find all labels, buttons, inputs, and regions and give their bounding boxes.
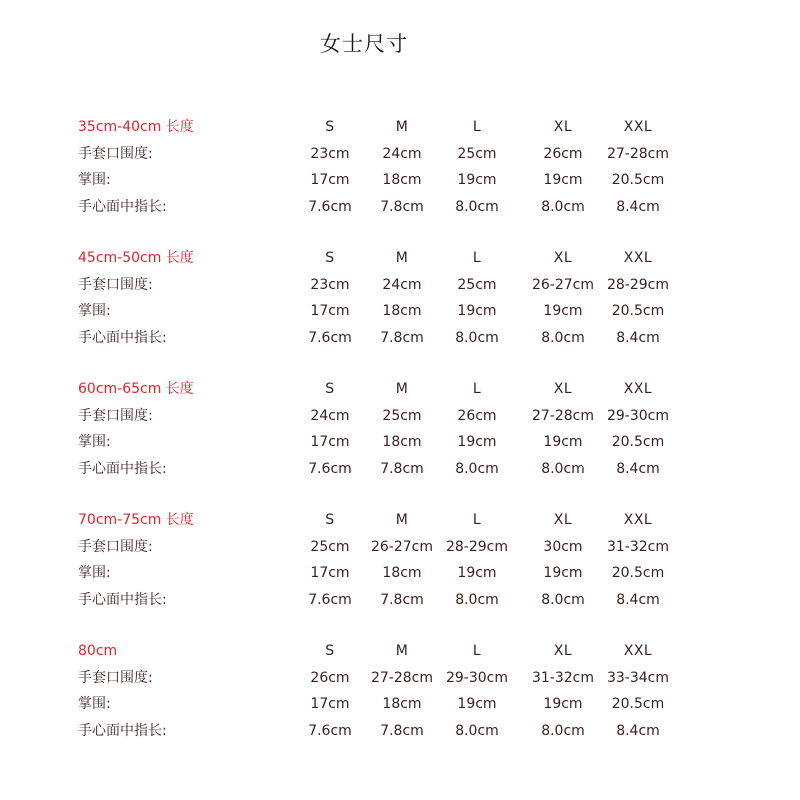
measurement-value: 20.5cm bbox=[611, 434, 665, 450]
measurement-value: 19cm bbox=[457, 172, 497, 188]
measurement-value: 19cm bbox=[543, 172, 583, 188]
measurement-value: 20.5cm bbox=[611, 172, 665, 188]
size-label: M bbox=[395, 643, 409, 659]
size-label: XXL bbox=[623, 643, 653, 659]
measurement-value: 8.0cm bbox=[455, 591, 499, 608]
measurement-value: 7.6cm bbox=[308, 722, 352, 739]
size-section bbox=[0, 116, 800, 226]
size-label: S bbox=[325, 643, 335, 659]
measurement-row bbox=[0, 720, 800, 742]
measurement-value: 19cm bbox=[543, 696, 583, 712]
measurement-value: 19cm bbox=[457, 434, 497, 450]
measurement-value: 17cm bbox=[310, 696, 350, 712]
measurement-value: 19cm bbox=[543, 565, 583, 581]
measurement-row bbox=[0, 169, 800, 191]
size-label: XL bbox=[553, 250, 573, 266]
measurement-value: 26cm bbox=[543, 145, 583, 162]
measurement-value: 23cm bbox=[310, 145, 350, 162]
measurement-value: 27-28cm bbox=[606, 145, 669, 162]
measurement-value: 8.0cm bbox=[455, 460, 499, 477]
measurement-value: 8.0cm bbox=[541, 591, 585, 608]
measurement-value: 25cm bbox=[457, 145, 497, 162]
measurement-value: 29-30cm bbox=[606, 407, 669, 424]
measurement-row bbox=[0, 431, 800, 453]
measurement-value: 24cm bbox=[382, 276, 422, 293]
measurement-value: 7.6cm bbox=[308, 591, 352, 608]
measurement-value: 19cm bbox=[543, 434, 583, 450]
measurement-value: 26-27cm bbox=[531, 276, 594, 293]
measurement-value: 20.5cm bbox=[611, 696, 665, 712]
measurement-row bbox=[0, 327, 800, 349]
measurement-value: 7.8cm bbox=[380, 329, 424, 346]
length-label: 80cm bbox=[78, 643, 118, 659]
measurement-value: 8.0cm bbox=[541, 722, 585, 739]
measurement-row bbox=[0, 274, 800, 296]
measurement-value: 18cm bbox=[382, 565, 422, 581]
size-label: XXL bbox=[623, 381, 653, 397]
measurement-value: 8.0cm bbox=[541, 460, 585, 477]
length-header-row bbox=[0, 640, 800, 662]
measurement-value: 8.4cm bbox=[616, 722, 660, 739]
size-label: XL bbox=[553, 643, 573, 659]
measurement-value: 8.4cm bbox=[616, 591, 660, 608]
measurement-label: 手心面中指长: bbox=[78, 722, 167, 739]
measurement-value: 23cm bbox=[310, 276, 350, 293]
size-label: M bbox=[395, 119, 409, 135]
measurement-value: 18cm bbox=[382, 303, 422, 319]
size-label: XL bbox=[553, 512, 573, 528]
measurement-value: 17cm bbox=[310, 172, 350, 188]
size-label: L bbox=[472, 250, 482, 266]
measurement-label: 掌围: bbox=[78, 696, 111, 712]
size-label: M bbox=[395, 250, 409, 266]
measurement-value: 7.8cm bbox=[380, 591, 424, 608]
measurement-value: 7.6cm bbox=[308, 460, 352, 477]
measurement-value: 28-29cm bbox=[606, 276, 669, 293]
measurement-value: 29-30cm bbox=[445, 669, 508, 686]
measurement-row bbox=[0, 562, 800, 584]
measurement-value: 24cm bbox=[310, 407, 350, 424]
size-label: L bbox=[472, 119, 482, 135]
measurement-value: 8.4cm bbox=[616, 460, 660, 477]
measurement-value: 25cm bbox=[457, 276, 497, 293]
measurement-value: 7.8cm bbox=[380, 460, 424, 477]
measurement-label: 掌围: bbox=[78, 303, 111, 319]
size-label: S bbox=[325, 381, 335, 397]
length-header-row bbox=[0, 509, 800, 531]
measurement-value: 27-28cm bbox=[531, 407, 594, 424]
measurement-value: 8.0cm bbox=[455, 722, 499, 739]
measurement-value: 26-27cm bbox=[370, 538, 433, 555]
measurement-label: 掌围: bbox=[78, 434, 111, 450]
measurement-value: 8.0cm bbox=[541, 329, 585, 346]
measurement-row bbox=[0, 693, 800, 715]
size-label: S bbox=[325, 119, 335, 135]
measurement-value: 7.6cm bbox=[308, 329, 352, 346]
measurement-value: 31-32cm bbox=[531, 669, 594, 686]
size-section bbox=[0, 247, 800, 357]
measurement-row bbox=[0, 300, 800, 322]
size-label: L bbox=[472, 381, 482, 397]
size-label: M bbox=[395, 512, 409, 528]
length-label: 70cm-75cm 长度 bbox=[78, 512, 194, 528]
measurement-value: 17cm bbox=[310, 434, 350, 450]
measurement-row bbox=[0, 536, 800, 558]
length-label: 45cm-50cm 长度 bbox=[78, 250, 194, 266]
size-label: S bbox=[325, 250, 335, 266]
measurement-value: 30cm bbox=[543, 538, 583, 555]
measurement-value: 24cm bbox=[382, 145, 422, 162]
measurement-value: 31-32cm bbox=[606, 538, 669, 555]
measurement-value: 20.5cm bbox=[611, 565, 665, 581]
page-title: 女士尺寸 bbox=[320, 32, 408, 56]
measurement-value: 19cm bbox=[457, 565, 497, 581]
measurement-value: 19cm bbox=[457, 303, 497, 319]
size-label: S bbox=[325, 512, 335, 528]
measurement-row bbox=[0, 405, 800, 427]
measurement-row bbox=[0, 196, 800, 218]
measurement-value: 26cm bbox=[457, 407, 497, 424]
size-label: XXL bbox=[623, 119, 653, 135]
size-label: XXL bbox=[623, 512, 653, 528]
measurement-value: 7.8cm bbox=[380, 198, 424, 215]
measurement-value: 8.4cm bbox=[616, 329, 660, 346]
measurement-label: 手心面中指长: bbox=[78, 198, 167, 215]
measurement-value: 25cm bbox=[382, 407, 422, 424]
size-label: L bbox=[472, 643, 482, 659]
size-label: M bbox=[395, 381, 409, 397]
measurement-row bbox=[0, 589, 800, 611]
measurement-value: 19cm bbox=[457, 696, 497, 712]
measurement-row bbox=[0, 143, 800, 165]
measurement-value: 33-34cm bbox=[606, 669, 669, 686]
measurement-value: 19cm bbox=[543, 303, 583, 319]
measurement-value: 17cm bbox=[310, 303, 350, 319]
measurement-value: 18cm bbox=[382, 172, 422, 188]
measurement-label: 手套口围度: bbox=[78, 538, 153, 555]
measurement-label: 手套口围度: bbox=[78, 407, 153, 424]
measurement-value: 8.4cm bbox=[616, 198, 660, 215]
measurement-label: 手心面中指长: bbox=[78, 591, 167, 608]
length-label: 60cm-65cm 长度 bbox=[78, 381, 194, 397]
size-section bbox=[0, 509, 800, 619]
measurement-label: 掌围: bbox=[78, 172, 111, 188]
size-section bbox=[0, 640, 800, 750]
length-header-row bbox=[0, 378, 800, 400]
measurement-value: 20.5cm bbox=[611, 303, 665, 319]
measurement-label: 手心面中指长: bbox=[78, 460, 167, 477]
length-header-row bbox=[0, 247, 800, 269]
length-header-row bbox=[0, 116, 800, 138]
measurement-value: 26cm bbox=[310, 669, 350, 686]
measurement-label: 手套口围度: bbox=[78, 145, 153, 162]
measurement-label: 掌围: bbox=[78, 565, 111, 581]
measurement-value: 28-29cm bbox=[445, 538, 508, 555]
measurement-value: 25cm bbox=[310, 538, 350, 555]
measurement-value: 8.0cm bbox=[455, 198, 499, 215]
measurement-row bbox=[0, 667, 800, 689]
size-label: XL bbox=[553, 119, 573, 135]
measurement-row bbox=[0, 458, 800, 480]
measurement-label: 手套口围度: bbox=[78, 276, 153, 293]
measurement-value: 18cm bbox=[382, 696, 422, 712]
size-section bbox=[0, 378, 800, 488]
size-label: XXL bbox=[623, 250, 653, 266]
measurement-value: 18cm bbox=[382, 434, 422, 450]
measurement-value: 17cm bbox=[310, 565, 350, 581]
size-label: XL bbox=[553, 381, 573, 397]
size-label: L bbox=[472, 512, 482, 528]
length-label: 35cm-40cm 长度 bbox=[78, 119, 194, 135]
measurement-label: 手心面中指长: bbox=[78, 329, 167, 346]
measurement-value: 27-28cm bbox=[370, 669, 433, 686]
measurement-value: 7.8cm bbox=[380, 722, 424, 739]
measurement-label: 手套口围度: bbox=[78, 669, 153, 686]
measurement-value: 7.6cm bbox=[308, 198, 352, 215]
measurement-value: 8.0cm bbox=[455, 329, 499, 346]
measurement-value: 8.0cm bbox=[541, 198, 585, 215]
